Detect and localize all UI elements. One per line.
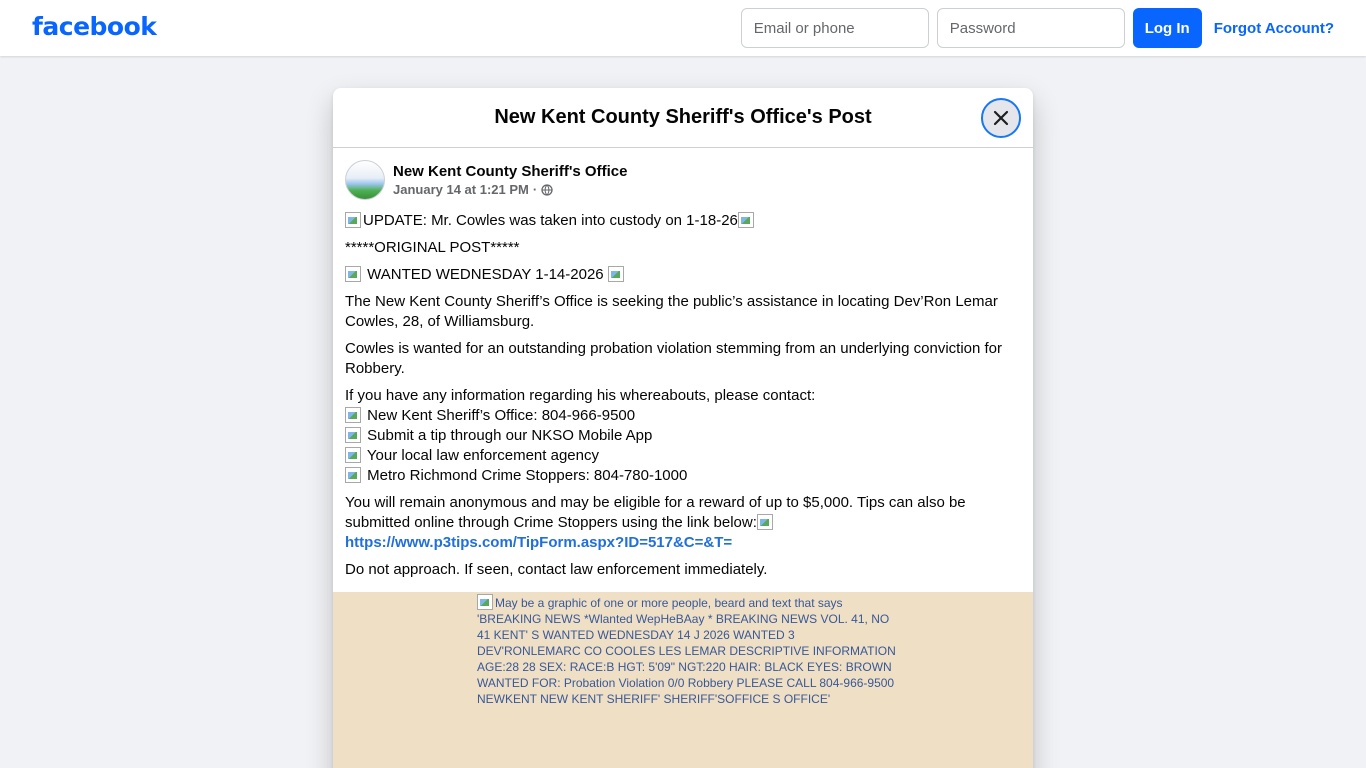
broken-emoji-icon <box>345 212 361 228</box>
broken-emoji-icon <box>738 212 754 228</box>
password-field[interactable] <box>937 8 1125 48</box>
paragraph-seeking: The New Kent County Sheriff’s Office is seeking the public’s assistance in locating Dev’Ron Lemar Cowles, 28, of Williamsburg. <box>345 293 998 330</box>
globe-icon <box>541 184 553 196</box>
post-image[interactable] <box>333 592 1033 768</box>
page-avatar[interactable] <box>345 160 385 200</box>
contact-item: Metro Richmond Crime Stoppers: 804-780-1000 <box>363 467 688 484</box>
wanted-line: WANTED WEDNESDAY 1-14-2026 <box>345 265 1021 285</box>
top-navigation-bar <box>0 0 1366 56</box>
close-button[interactable] <box>981 98 1021 138</box>
dialog-header <box>333 88 1033 148</box>
original-post-line: *****ORIGINAL POST***** <box>345 239 520 256</box>
login-button[interactable]: Log In <box>1133 8 1202 48</box>
close-icon <box>993 110 1009 126</box>
broken-emoji-icon <box>345 407 361 423</box>
reward-paragraph: You will remain anonymous and may be eligible for a reward of up to $5,000. Tips can also be submitted online through Crime Stoppers using the link below: https://www.p3tips.com/TipForm.aspx?ID=517&C=&T= <box>345 494 966 551</box>
broken-emoji-icon <box>345 447 361 463</box>
post-text <box>333 200 1033 580</box>
facebook-logo[interactable]: facebook <box>32 12 157 41</box>
post-meta <box>393 182 627 198</box>
contact-list: If you have any information regarding his whereabouts, please contact: New Kent Sheriff’s Office: 804-966-9500 Submit a tip through our NKSO Mobile App Your local law enforcement agency Metro Richmond Crime Stoppers: 804-780-1000 <box>345 387 816 484</box>
broken-emoji-icon <box>608 266 624 282</box>
contact-item: Your local law enforcement agency <box>363 447 599 464</box>
broken-image-icon <box>477 594 493 610</box>
broken-emoji-icon <box>757 514 773 530</box>
forgot-account-link[interactable]: Forgot Account? <box>1213 19 1334 37</box>
tip-form-link[interactable]: https://www.p3tips.com/TipForm.aspx?ID=517&C=&T= <box>345 534 733 551</box>
login-form <box>741 8 1366 48</box>
image-alt-text: May be a graphic of one or more people, beard and text that says 'BREAKING NEWS *Wlanted WepHeBAay * BREAKING NEWS VOL. 41, NO 41 KENT' S WANTED WEDNESDAY 14 J 2026 WANTED 3 DEV'RONLEMARC CO COOLES LES LEMAR DESCRIPTIVE INFORMATION AGE:28 28 SEX: RACE:B HGT: 5'09" NGT:220 HAIR: BLACK EYES: BROWN WANTED FOR: Probation Violation 0/0 Robbery PLEASE CALL 804-966-9500 NEWKENT NEW KENT SHERIFF' SHERIFF'SOFFICE S OFFICE' <box>477 596 896 706</box>
broken-emoji-icon <box>345 266 361 282</box>
paragraph-charge: Cowles is wanted for an outstanding probation violation stemming from an underlying conviction for Robbery. <box>345 340 1003 377</box>
page-name[interactable]: New Kent County Sheriff's Office <box>393 163 628 180</box>
warning-line: Do not approach. If seen, contact law enforcement immediately. <box>345 561 768 578</box>
contact-item: New Kent Sheriff’s Office: 804-966-9500 <box>363 407 636 424</box>
email-field[interactable] <box>741 8 929 48</box>
meta-separator: · <box>532 182 538 197</box>
post-timestamp[interactable]: January 14 at 1:21 PM <box>393 182 529 197</box>
contact-item: Submit a tip through our NKSO Mobile App <box>363 427 653 444</box>
dialog-title: New Kent County Sheriff's Office's Post <box>494 106 872 128</box>
post-dialog <box>333 88 1033 768</box>
broken-emoji-icon <box>345 427 361 443</box>
broken-emoji-icon <box>345 467 361 483</box>
update-line: UPDATE: Mr. Cowles was taken into custody on 1-18-26 <box>345 211 1021 231</box>
post-header <box>333 148 1033 200</box>
